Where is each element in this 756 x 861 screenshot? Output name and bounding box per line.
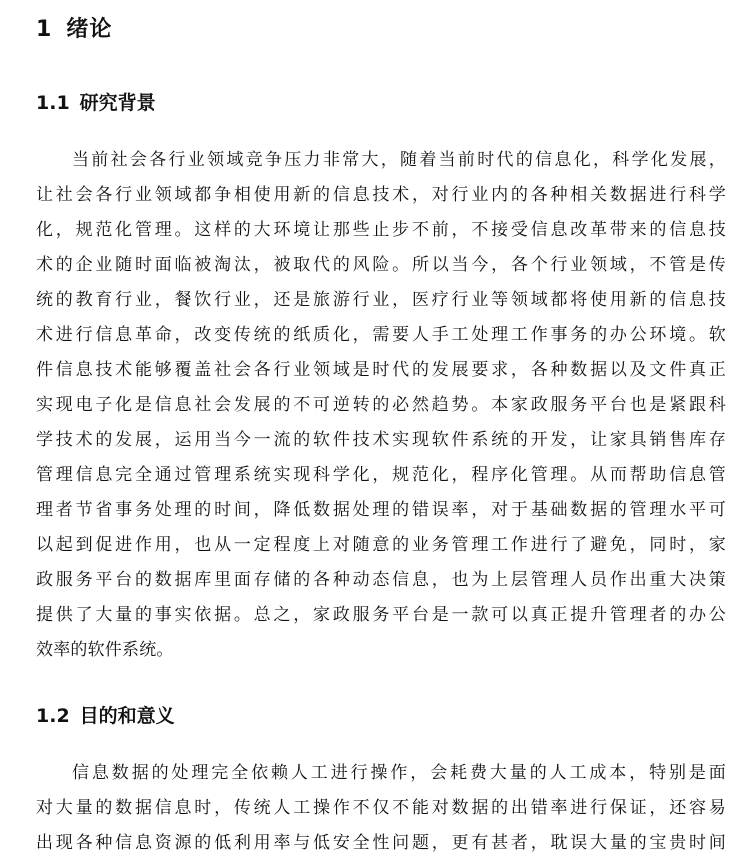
- text-line: 效率的软件系统。: [36, 640, 174, 660]
- section-title: 目的和意义: [79, 705, 175, 727]
- text-line: 对大量的数据信息时，传统人工操作不仅不能对数据的出错率进行保证，还容易: [36, 798, 726, 818]
- chapter-heading: [36, 12, 112, 43]
- text-line: 理者节省事务处理的时间，降低数据处理的错误率，对于基础数据的管理水平可: [36, 500, 726, 520]
- text-line: 以起到促进作用，也从一定程度上对随意的业务管理工作进行了避免，同时，家: [36, 535, 726, 555]
- text-line: 件信息技术能够覆盖社会各行业领域是时代的发展要求，各种数据以及文件真正: [36, 360, 726, 380]
- text-line: 化，规范化管理。这样的大环境让那些止步不前，不接受信息改革带来的信息技: [36, 220, 726, 240]
- section-heading-1-1: [36, 88, 156, 115]
- text-line: 学技术的发展，运用当今一流的软件技术实现软件系统的开发，让家具销售库存: [36, 430, 726, 450]
- section-title: 研究背景: [79, 92, 156, 114]
- section-number: 1.2: [36, 705, 70, 727]
- paragraph-purpose-significance: [36, 756, 726, 861]
- section-heading-1-2: [36, 701, 175, 728]
- text-line: 政服务平台的数据库里面存储的各种动态信息，也为上层管理人员作出重大决策: [36, 570, 726, 590]
- text-line: 让社会各行业领域都争相使用新的信息技术，对行业内的各种相关数据进行科学: [36, 185, 726, 205]
- text-line: 提供了大量的事实依据。总之，家政服务平台是一款可以真正提升管理者的办公: [36, 605, 726, 625]
- section-number: 1.1: [36, 92, 70, 114]
- text-line: 信息数据的处理完全依赖人工进行操作，会耗费大量的人工成本，特别是面: [72, 763, 726, 783]
- paragraph-research-background: [36, 143, 726, 668]
- text-line: 出现各种信息资源的低利用率与低安全性问题，更有甚者，耽误大量的宝贵时间: [36, 833, 726, 853]
- text-line: 管理信息完全通过管理系统实现科学化，规范化，程序化管理。从而帮助信息管: [36, 465, 726, 485]
- text-line: 术进行信息革命，改变传统的纸质化，需要人手工处理工作事务的办公环境。软: [36, 325, 726, 345]
- text-line: 术的企业随时面临被淘汰，被取代的风险。所以当今，各个行业领域，不管是传: [36, 255, 726, 275]
- chapter-number: 1: [36, 17, 53, 42]
- text-line: 实现电子化是信息社会发展的不可逆转的必然趋势。本家政服务平台也是紧跟科: [36, 395, 726, 415]
- text-line: 当前社会各行业领域竞争压力非常大，随着当前时代的信息化，科学化发展，: [72, 150, 726, 170]
- chapter-title: 绪论: [66, 17, 113, 42]
- text-line: 统的教育行业，餐饮行业，还是旅游行业，医疗行业等领域都将使用新的信息技: [36, 290, 726, 310]
